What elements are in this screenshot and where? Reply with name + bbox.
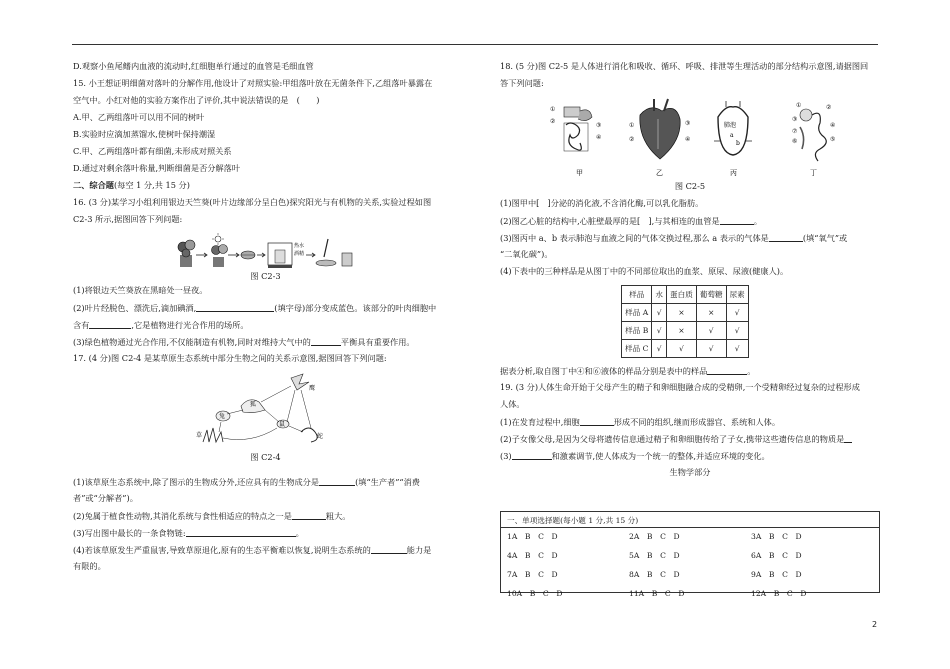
q15-option-c: C.甲、乙两组落叶都有细菌,未形成对照关系 <box>73 147 232 156</box>
table-cell: 样品 B <box>622 322 652 340</box>
figure-c2-4 <box>73 371 458 453</box>
petri-dish-icon <box>316 239 336 266</box>
nephron-diagram <box>792 102 835 177</box>
svg-text:④: ④ <box>685 136 691 143</box>
table-cell: √ <box>652 322 667 340</box>
q15-option-d: D.通过对剩余落叶称量,判断细菌是否分解落叶 <box>73 164 241 173</box>
q16-part2-text-c: 含有 <box>73 320 90 330</box>
q17-part3-text-a: (3)写出图中最长的一条食物链: <box>73 528 186 538</box>
page-number: 2 <box>872 620 878 629</box>
q17-part4-line1 <box>73 545 458 562</box>
q15-option-a: A.甲、乙两组落叶可以用不同的树叶 <box>73 113 205 122</box>
q16-part1: (1)将银边天竺葵放在黑暗处一昼夜。 <box>73 286 208 295</box>
section-2-note: (每空 1 分,共 15 分) <box>113 181 190 190</box>
table-header: 蛋白质 <box>667 286 697 304</box>
q15-stem-line2: 空气中。小红对他的实验方案作出了评价,其中说法错误的是 ( ) <box>73 96 320 105</box>
figure-c2-3 <box>73 232 458 272</box>
table-cell: √ <box>696 322 726 340</box>
table-row <box>622 322 749 340</box>
answer-blank[interactable] <box>707 366 747 375</box>
q18-part5-text-a: 据表分析,取自图丁中④和⑥液体的样品分别是表中的样品 <box>500 366 708 376</box>
digestive-system-diagram <box>550 106 601 177</box>
q18-part3-line2: “二氧化碳”)。 <box>500 250 553 259</box>
section-2-title: 二、综合题 <box>73 181 114 190</box>
figure-c2-3-caption: 图 C2-3 <box>250 271 281 281</box>
answer-choice[interactable]: 6A B C D <box>751 551 802 560</box>
q19-part2-text: (2)子女像父母,是因为父母将遗传信息通过精子和卵细胞传给了子女,携带这些遗传信息的物质是 <box>500 434 845 444</box>
table-cell: √ <box>726 322 748 340</box>
svg-text:③: ③ <box>792 116 798 123</box>
fox-label: 狐 <box>249 401 256 408</box>
svg-text:②: ② <box>550 118 556 125</box>
answer-blank[interactable] <box>769 233 803 242</box>
mouse-label: 鼠 <box>278 421 285 428</box>
table-header: 尿素 <box>726 286 748 304</box>
q16-part2-text-d: ,它是植物进行光合作用的场所。 <box>131 320 249 330</box>
figure-c2-4-caption: 图 C2-4 <box>250 452 281 462</box>
sample-table <box>621 285 749 358</box>
q17-part1-line2: 者”或“分解者”)。 <box>73 494 138 503</box>
table-header: 水 <box>652 286 667 304</box>
alcohol-label: 酒精 <box>293 251 304 257</box>
q17-stem: 17. (4 分)图 C2-4 是某草原生态系统中部分生物之间的关系示意图,据图回答下列问题: <box>73 354 387 363</box>
q17-part1-line1 <box>73 477 458 494</box>
panel-label-ding: 丁 <box>810 169 817 177</box>
q18-part1: (1)图甲中[ ]分泌的消化液,不含消化酶,可以乳化脂肪。 <box>500 199 704 208</box>
potted-plant-icon <box>178 240 195 267</box>
q17-part3-text-b: 。 <box>295 528 304 538</box>
q17-part2 <box>73 511 458 528</box>
answer-blank[interactable] <box>292 511 326 520</box>
q17-part1-text-b: (填“生产者”“消费 <box>355 477 420 487</box>
potted-plant-icon <box>211 245 227 268</box>
q16-stem-line1: 16. (3 分)某学习小组利用银边天竺葵(叶片边缘部分呈白色)探究阳光与有机物的关系,实验过程如图 <box>73 198 432 207</box>
svg-text:⑦: ⑦ <box>792 128 798 135</box>
svg-text:②: ② <box>826 104 832 111</box>
q18-part5-text-b: 。 <box>747 366 756 376</box>
q15-option-b: B.实验时应滴加蒸馏水,使树叶保持潮湿 <box>73 130 216 139</box>
q18-part2-text-a: (2)图乙心脏的结构中,心脏壁最厚的是[ ],与其相连的血管是 <box>500 216 720 226</box>
rabbit-label: 兔 <box>218 413 225 420</box>
answer-choice[interactable]: 8A B C D <box>629 570 680 579</box>
answer-choice[interactable]: 12A B C D <box>751 589 807 598</box>
table-cell: √ <box>667 340 697 358</box>
leaf-icon <box>241 251 255 259</box>
panel-label-jia: 甲 <box>576 169 583 177</box>
sun-icon <box>212 233 224 245</box>
q15-stem-line1: 15. 小王想证明细菌对落叶的分解作用,他设计了对照实验:甲组落叶放在无菌条件下,乙组落叶暴露在 <box>73 79 433 88</box>
answer-blank[interactable] <box>371 545 407 554</box>
q17-part2-text-b: 粗大。 <box>325 511 351 521</box>
answer-blank[interactable] <box>311 337 341 346</box>
table-cell: √ <box>652 340 667 358</box>
svg-text:④: ④ <box>596 134 602 141</box>
q18-part2 <box>500 216 880 233</box>
grass-icon <box>196 428 223 442</box>
q18-part2-text-b: 。 <box>753 216 762 226</box>
answer-blank[interactable] <box>512 451 552 460</box>
answer-choice[interactable]: 7A B C D <box>507 570 558 579</box>
left-column <box>73 62 458 579</box>
gas-b-label: b <box>736 140 740 147</box>
q14-option-d: D.观察小鱼尾鳍内血液的流动时,红细胞单行通过的血管是毛细血管 <box>73 62 314 71</box>
human-body-systems-illustration <box>530 97 850 181</box>
q18-part5 <box>500 366 880 383</box>
table-cell: × <box>667 304 697 322</box>
q19-part1-text-b: 形成不同的组织,继而形成器官、系统和人体。 <box>613 417 781 427</box>
q18-part4: (4)下表中的三种样品是从图丁中的不同部位取出的血浆、原尿、尿液(健康人)。 <box>500 267 789 276</box>
q17-part4-text-a: (4)若该草原发生严重鼠害,导致草原退化,原有的生态平衡难以恢复,说明生态系统的 <box>73 545 371 555</box>
q16-part2-line2 <box>73 320 458 337</box>
q19-part2 <box>500 434 880 451</box>
q17-part3 <box>73 528 458 545</box>
table-cell: √ <box>726 304 748 322</box>
answer-choice[interactable]: 4A B C D <box>507 551 558 560</box>
answer-choice[interactable]: 10A B C D <box>507 589 563 598</box>
answer-blank[interactable] <box>720 216 754 225</box>
answer-choice[interactable]: 11A B C D <box>629 589 685 598</box>
section-2-heading <box>73 181 458 198</box>
answer-blank[interactable] <box>319 477 355 486</box>
q16-stem-line2: C2-3 所示,据图回答下列问题: <box>73 215 183 224</box>
table-cell: × <box>696 304 726 322</box>
svg-text:①: ① <box>796 102 802 109</box>
q19-part3-text-a: (3) <box>500 451 512 461</box>
answer-choice[interactable]: 5A B C D <box>629 551 680 560</box>
q19-stem-line2: 人体。 <box>500 400 525 409</box>
table-row <box>622 340 749 358</box>
q16-part2-text-b: (填字母)部分变成蓝色。该部分的叶肉细胞中 <box>274 303 437 313</box>
answer-sheet-box <box>500 511 880 598</box>
q18-stem-line2: 答下列问题: <box>500 79 544 88</box>
q16-part2-line1 <box>73 303 458 320</box>
right-column <box>500 62 880 484</box>
svg-text:⑤: ⑤ <box>830 136 836 143</box>
answer-section-title: 生物学部分 <box>669 467 711 477</box>
experiment-steps-illustration <box>176 233 356 271</box>
alveolus-diagram <box>714 101 752 177</box>
answer-sheet-header: 一、单项选择题(每小题 1 分,共 15 分) <box>501 512 879 528</box>
q19-part1-text-a: (1)在发育过程中,细胞 <box>500 417 580 427</box>
rabbit-icon <box>216 411 230 421</box>
answer-blank[interactable] <box>89 320 131 329</box>
table-cell: √ <box>652 304 667 322</box>
q18-part3-text-b: (填“氧气”或 <box>802 233 848 243</box>
answer-blank[interactable] <box>844 434 852 443</box>
beaker-icon <box>342 253 352 266</box>
q19-part3-text-b: 和激素调节,使人体成为一个统一的整体,并适应环境的变化。 <box>551 451 770 461</box>
grass-label: 草 <box>195 432 202 439</box>
q16-part3 <box>73 337 458 354</box>
hot-water-label: 热水 <box>293 243 304 249</box>
table-cell: 样品 C <box>622 340 652 358</box>
q17-part1-text-a: (1)该草原生态系统中,除了图示的生物成分外,还应具有的生物成分是 <box>73 477 320 487</box>
figure-c2-5-caption: 图 C2-5 <box>674 181 706 191</box>
table-cell: 样品 A <box>622 304 652 322</box>
svg-text:①: ① <box>550 106 556 113</box>
header-rule <box>72 44 878 45</box>
food-web-illustration <box>191 372 341 452</box>
svg-text:③: ③ <box>596 122 602 129</box>
q18-part3-line1 <box>500 233 880 250</box>
svg-text:③: ③ <box>685 120 691 127</box>
answer-choice[interactable]: 1A B C D <box>507 532 558 541</box>
q16-part3-text-b: 平衡具有重要作用。 <box>340 337 415 347</box>
q19-stem-line1: 19. (3 分)人体生命开始于父母产生的精子和卵细胞融合成的受精卵,一个受精卵经过复杂的过程形成 <box>500 383 860 392</box>
snake-label: 蛇 <box>316 433 323 440</box>
q17-part2-text-a: (2)兔属于植食性动物,其消化系统与食性相适应的特点之一是 <box>73 511 292 521</box>
panel-label-yi: 乙 <box>656 169 663 177</box>
snake-icon <box>301 428 323 442</box>
q19-part1 <box>500 417 880 434</box>
table-cell: × <box>667 322 697 340</box>
answer-blank[interactable] <box>580 417 614 426</box>
answer-choice[interactable]: 9A B C D <box>751 570 802 579</box>
answer-blank[interactable] <box>186 528 296 537</box>
table-header: 样品 <box>622 286 652 304</box>
gas-a-label: a <box>730 132 734 139</box>
figure-c2-5 <box>500 96 880 182</box>
answer-choices-grid <box>501 528 879 602</box>
q19-part3 <box>500 451 880 468</box>
panel-label-bing: 丙 <box>730 169 737 177</box>
q16-part2-text-a: (2)叶片经脱色、漂洗后,滴加碘酒, <box>73 303 197 313</box>
table-header: 葡萄糖 <box>696 286 726 304</box>
q17-part4-line2: 有限的。 <box>73 562 106 571</box>
table-row <box>622 304 749 322</box>
table-header-row <box>622 286 749 304</box>
answer-choice[interactable]: 3A B C D <box>751 532 802 541</box>
water-bath-apparatus <box>268 242 304 268</box>
table-cell: √ <box>696 340 726 358</box>
alveolus-label: 肺泡 <box>724 122 737 129</box>
table-cell: √ <box>726 340 748 358</box>
heart-diagram <box>629 99 690 177</box>
svg-text:①: ① <box>629 122 635 129</box>
answer-blank[interactable] <box>196 303 274 312</box>
q18-stem-line1: 18. (5 分)图 C2-5 是人体进行消化和吸收、循环、呼吸、排泄等生理活动的部分结构示意图,请据图回 <box>500 62 869 71</box>
q18-part3-text-a: (3)图丙中 a、b 表示肺泡与血液之间的气体交换过程,那么 a 表示的气体是 <box>500 233 769 243</box>
hawk-label: 鹰 <box>308 385 315 392</box>
svg-text:②: ② <box>629 136 635 143</box>
hawk-icon <box>291 374 315 392</box>
answer-choice[interactable]: 2A B C D <box>629 532 680 541</box>
svg-text:④: ④ <box>830 122 836 129</box>
svg-text:⑥: ⑥ <box>792 138 798 145</box>
q17-part4-text-b: 能力是 <box>406 545 432 555</box>
q16-part3-text-a: (3)绿色植物通过光合作用,不仅能制造有机物,同时对维持大气中的 <box>73 337 311 347</box>
